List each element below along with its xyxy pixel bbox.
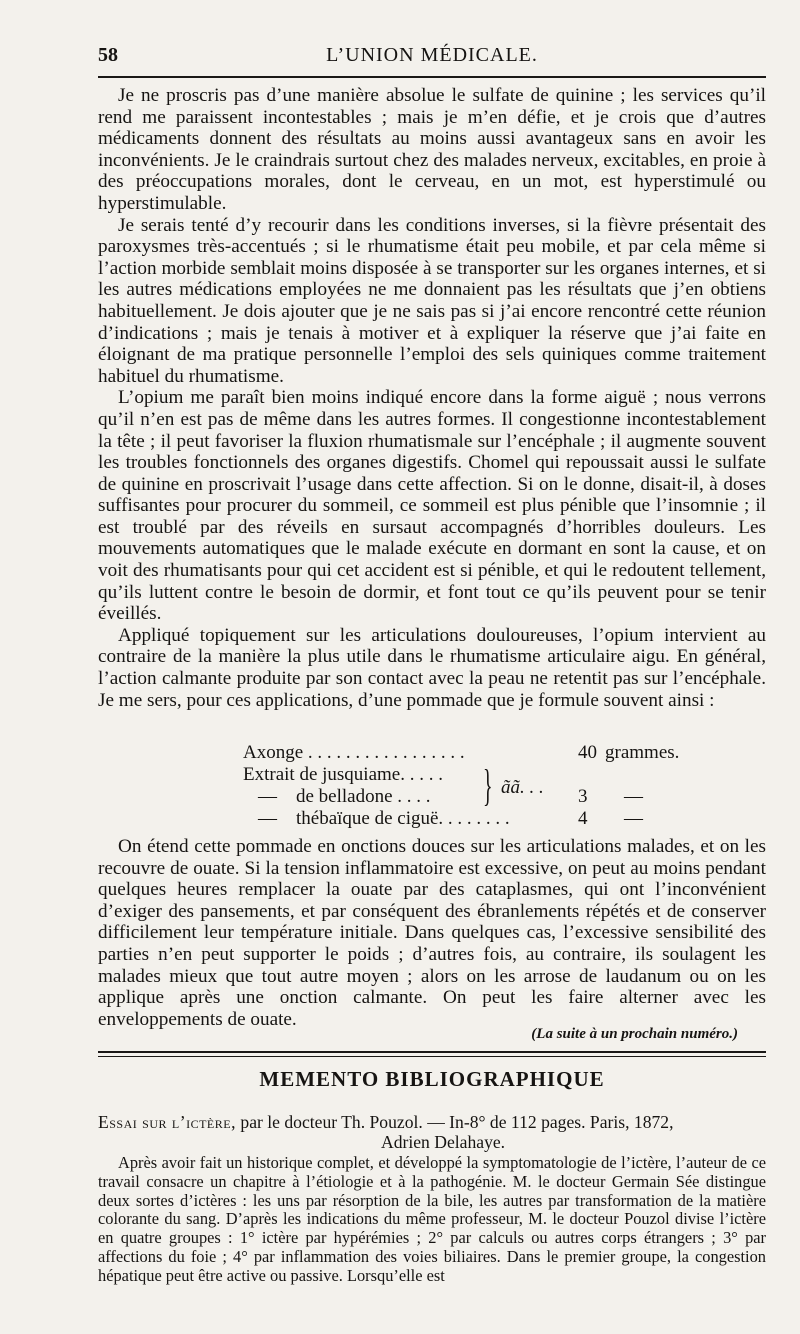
ditto-dash: — [258,808,277,829]
ingredient-name: Extrait de jusquiame. . . . . [243,764,443,785]
paragraph: L’opium me paraît bien moins indiqué encore dans la forme aiguë ; nous verrons qu’il n’en est pas de même dans les autres formes. Il congestionne incontestablement la tête ; il peut favoriser la fluxion rhumatismale sur l’encéphale ; il augmente souvent les troubles fonctionnels des organes digestifs. Chomel qui repoussait aussi le sulfate de quinine en proscrivait l’usage dans cette affection. Si on le donne, disait-il, à doses suffisantes pour procurer du sommeil, ce sommeil est plus pénible que l’insomnie ; il est troublé par des réveils en sursaut accompagnés d’horribles douleurs. Les mouvements automatiques que le malade exécute en dormant en sont la cause, et on voit des rhumatisants pour qui cet accident est si pénible, et qui le redoutent tellement, qu’ils luttent contre le besoin de dormir, et font tout ce qu’ils peuvent pour se tenir éveillés. [98,387,766,625]
ingredient-unit: grammes. [605,742,680,763]
ingredient-name: de belladone . . . . [296,786,431,807]
article-body [98,85,766,711]
ana-abbreviation: ãã. . . [501,777,544,798]
paragraph: Je serais tenté d’y recourir dans les conditions inverses, si la fièvre présentait des paroxysmes très-accentués ; si le rhumatisme était peu mobile, et par cela même si l’action morbide semblait moins disposée à se transporter sur les organes internes, et si les autres médications employées ne me donnaient pas les résultats que j’en obtiens habituellement. Je dois ajouter que je ne sais pas si j’ai encore rencontré cette réunion d’indications ; mais je tenais à motiver et à expliquer la réserve que j’ai faite en éloignant de ma pratique personnelle l’emploi des sels quiniques comme traitement habituel du rhumatisme. [98,214,766,387]
entry-text: Après avoir fait un historique complet, et développé la symptomatologie de l’ictère, l’auteur de ce travail consacre un chapitre à l’étiologie et à la pathogénie. M. le docteur Germain Sée distingue deux sortes d’ictères : les uns par résorption de la bile, les autres par transformation de la matière colorante du sang. D’après les indications du même professeur, M. le docteur Pouzol divise l’ictère en quatre groupes : 1° ictère par hypérémies ; 2° par calculs ou autres corps étrangers ; 3° par affections du foie ; 4° par inflammation des voies biliaires. Dans le premier groupe, la congestion hépatique peut être active ou passive. Lorsqu’elle est [98,1153,766,1285]
ditto-dash: — [624,786,643,807]
continuation-note: (La suite à un prochain numéro.) [531,1026,738,1042]
page-number: 58 [98,44,118,66]
section-title: MEMENTO BIBLIOGRAPHIQUE [259,1067,605,1091]
ingredient-name: Axonge . . . . . . . . . . . . . . . . . [243,742,465,763]
entry-author: par le docteur Th. Pouzol. — In-8° de 112 pages. Paris, 1872, [240,1112,674,1132]
ditto-dash: — [624,808,643,829]
paragraph: On étend cette pommade en onctions douces sur les articulations malades, et on les recouvre de ouate. Si la tension inflammatoire est excessive, on peut au moins pendant quelques heures remplacer la ouate par des cataplasmes, qui ont l’inconvénient d’exiger des pansements, et par conséquent des ébranlements répétés et de conserver difficilement leur température initiale. Dans quelques cas, l’excessive sensibilité des parties n’en peut supporter le poids ; d’autres fois, au contraire, ils soulagent les malades mieux que tout autre moyen ; alors on les arrose de laudanum ou on les applique après une onction calmante. On peut les faire alterner avec les enveloppements de ouate. [98,836,766,1030]
section-rule [98,1056,766,1057]
entry-publisher: Adrien Delahaye. [381,1132,506,1152]
ingredient-name: thébaïque de ciguë. . . . . . . . [296,808,510,829]
brace-glyph: } [483,761,493,810]
section-rule [98,1051,766,1053]
running-title: L’UNION MÉDICALE. [326,44,538,66]
ingredient-quantity: 40 [578,742,597,763]
header-rule [98,76,766,78]
formula-row [98,808,766,830]
ingredient-quantity: 4 [578,808,588,829]
entry-heading [98,1112,766,1132]
ingredient-quantity: 3 [578,786,588,807]
paragraph: Je ne proscris pas d’une manière absolue le sulfate de quinine ; les services qu’il rend me paraissent incontestables ; mais je m’en défie, et je crois que d’autres médicaments donnent des résultats au moins aussi avantageux sans en avoir les inconvénients. Je le craindrais surtout chez des malades nerveux, excitables, en proie à des préoccupations morales, dont le cerveau, en un mot, est hyperstimulé ou hyperstimulable. [98,85,766,214]
formula-row [98,764,766,786]
entry-title: Essai sur l’ictère, [98,1112,236,1132]
formula-row [98,742,766,764]
paragraph: Appliqué topiquement sur les articulations douloureuses, l’opium intervient au contraire de la manière la plus utile dans le rhumatisme articulaire aigu. En général, l’action calmante produite par son contact avec la peau ne retentit pas sur l’encéphale. Je me sers, pour ces applications, d’une pommade que je formule souvent ainsi : [98,624,766,711]
formula-row [98,786,766,808]
prescription-formula [98,742,766,830]
ditto-dash: — [258,786,277,807]
page-header [98,42,766,72]
article-body-continued [98,836,766,1030]
bibliography-entry [98,1112,766,1286]
